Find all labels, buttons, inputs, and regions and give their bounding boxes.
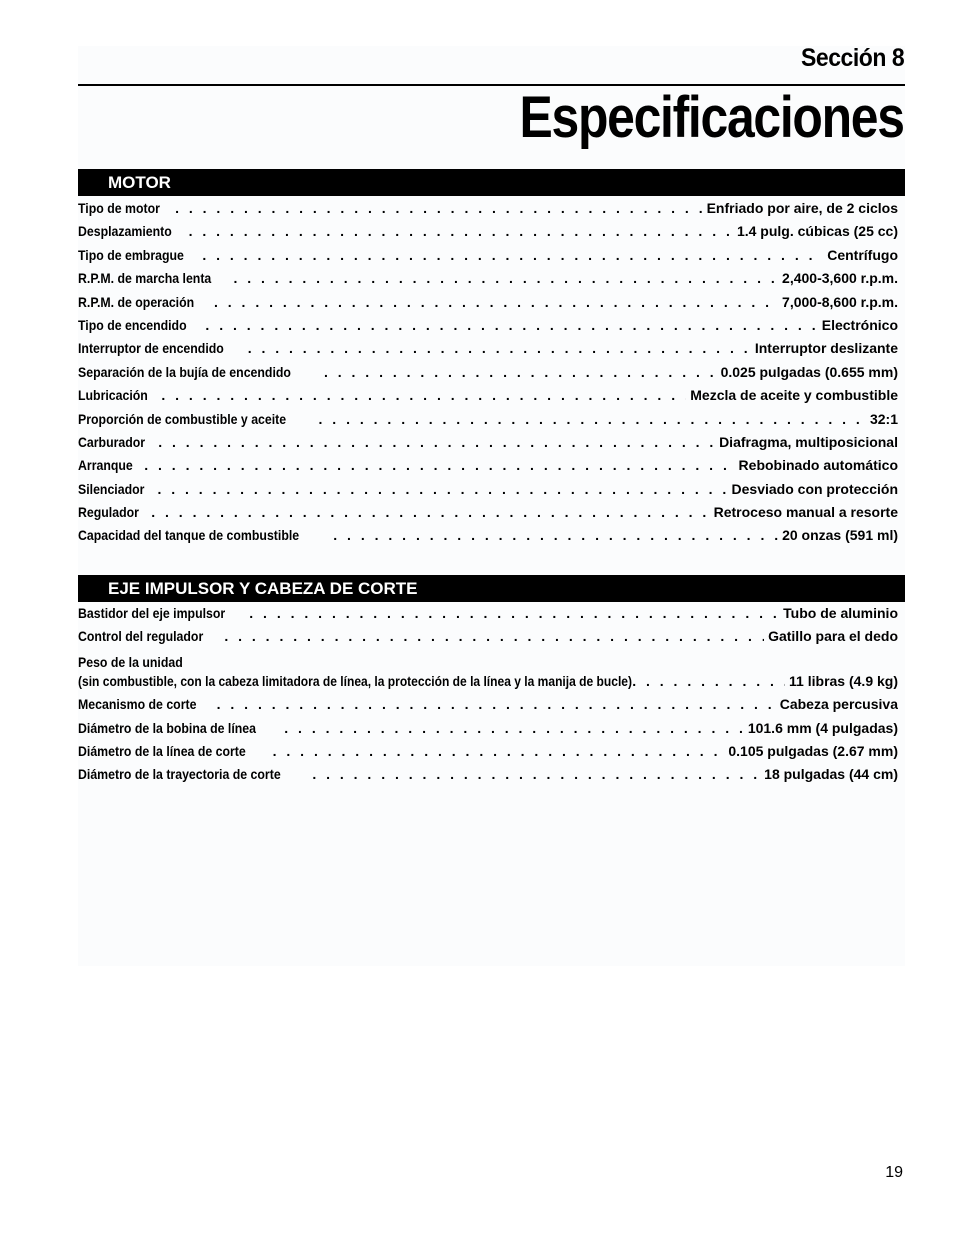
leader-dots: [224, 628, 764, 644]
spec-value: Desviado con protección: [731, 480, 898, 497]
spec-row: [78, 527, 898, 550]
spec-label: Mecanismo de corte: [78, 696, 197, 713]
leader-dots: [273, 743, 725, 759]
spec-row: [78, 247, 898, 270]
spec-value: 32:1: [869, 410, 898, 427]
leader-dots: [189, 223, 733, 239]
leader-dots: [233, 270, 778, 286]
leader-dots: [175, 200, 703, 216]
spec-row: [78, 364, 898, 387]
spec-label: Diámetro de la trayectoria de corte: [78, 766, 281, 783]
spec-label: Arranque: [78, 457, 133, 474]
spec-label: Lubricación: [78, 387, 148, 404]
spec-value: Rebobinado automático: [738, 457, 898, 474]
spec-row: [78, 200, 898, 223]
section-label: Sección 8: [800, 44, 904, 72]
spec-label: Control del regulador: [78, 628, 204, 645]
spec-value: Diafragma, multiposicional: [719, 433, 898, 450]
spec-value: 7,000-8,600 r.p.m.: [782, 293, 898, 310]
spec-row: [78, 504, 898, 527]
leader-dots: [324, 364, 717, 380]
spec-label: R.P.M. de marcha lenta: [78, 270, 212, 287]
spec-row: [78, 481, 898, 504]
spec-value: Centrífugo: [827, 246, 898, 263]
spec-row: [78, 340, 898, 363]
leader-dots: [202, 247, 823, 263]
spec-label: Tipo de encendido: [78, 316, 187, 333]
leader-dots: [157, 481, 727, 497]
page-title: Especificaciones: [519, 85, 904, 150]
spec-value: 2,400-3,600 r.p.m.: [782, 270, 898, 287]
spec-row: [78, 434, 898, 457]
spec-row: [78, 628, 898, 651]
leader-dots: [312, 766, 760, 782]
spec-value: Electrónico: [821, 316, 898, 333]
spec-detail: (sin combustible, con la cabeza limitadora de línea, la protección de la línea y la manija de bucle): [78, 672, 633, 689]
spec-row: [78, 605, 898, 628]
spec-value: Tubo de aluminio: [783, 605, 898, 621]
leader-dots: [284, 720, 744, 736]
spec-label: Proporción de combustible y aceite: [78, 410, 287, 427]
spec-label: R.P.M. de operación: [78, 293, 195, 310]
page-number: 19: [885, 1164, 903, 1181]
section-header-drive-shaft: EJE IMPULSOR Y CABEZA DE CORTE: [78, 575, 905, 602]
spec-row-weight: [78, 652, 898, 696]
spec-label: Desplazamiento: [78, 223, 172, 240]
spec-value: 0.105 pulgadas (2.67 mm): [728, 742, 898, 759]
leader-dots: [632, 673, 785, 689]
spec-list-drive-shaft: [78, 605, 898, 790]
spec-label: Tipo de embrague: [78, 246, 184, 263]
spec-row: [78, 720, 898, 743]
leader-dots: [217, 696, 776, 712]
leader-dots: [319, 411, 866, 427]
spec-label: Bastidor del eje impulsor: [78, 605, 226, 621]
leader-dots: [205, 317, 817, 333]
spec-row: [78, 294, 898, 317]
spec-label: Diámetro de la bobina de línea: [78, 719, 257, 736]
spec-value: Retroceso manual a resorte: [713, 504, 898, 521]
spec-row: [78, 411, 898, 434]
spec-value: Mezcla de aceite y combustible: [690, 387, 898, 404]
leader-dots: [144, 457, 734, 473]
spec-label: Diámetro de la línea de corte: [78, 742, 246, 759]
spec-label: Interruptor de encendido: [78, 340, 224, 357]
leader-dots: [248, 340, 751, 356]
spec-row: [78, 223, 898, 246]
leader-dots: [158, 434, 715, 450]
spec-list-motor: [78, 200, 898, 551]
spec-value: 0.025 pulgadas (0.655 mm): [720, 363, 898, 380]
spec-label: Carburador: [78, 433, 146, 450]
spec-row: [78, 387, 898, 410]
leader-dots: [333, 527, 778, 543]
leader-dots: [151, 504, 709, 520]
leader-dots: [161, 387, 686, 403]
spec-value: 1.4 pulg. cúbicas (25 cc): [736, 223, 898, 240]
spec-label: Capacidad del tanque de combustible: [78, 527, 300, 544]
spec-label: Tipo de motor: [78, 200, 160, 216]
spec-label: Regulador: [78, 504, 139, 521]
spec-row: [78, 317, 898, 340]
spec-value: Enfriado por aire, de 2 ciclos: [706, 200, 898, 216]
spec-row: [78, 270, 898, 293]
spec-value: Cabeza percusiva: [779, 696, 898, 713]
spec-row: [78, 766, 898, 789]
leader-dots: [249, 605, 779, 621]
spec-label: Peso de la unidad: [78, 653, 183, 670]
section-header-motor: MOTOR: [78, 169, 905, 196]
spec-value: 18 pulgadas (44 cm): [764, 766, 898, 783]
spec-value: 20 onzas (591 ml): [782, 527, 898, 544]
spec-label: Separación de la bujía de encendido: [78, 363, 291, 380]
leader-dots: [214, 294, 778, 310]
spec-value: 101.6 mm (4 pulgadas): [747, 719, 898, 736]
spec-row: [78, 457, 898, 480]
spec-row: [78, 696, 898, 719]
spec-label: Silenciador: [78, 480, 145, 497]
spec-row: [78, 673, 898, 696]
spec-value: Interruptor deslizante: [754, 340, 898, 357]
spec-value: 11 libras (4.9 kg): [789, 672, 898, 689]
spec-value: Gatillo para el dedo: [768, 628, 898, 645]
spec-row: [78, 743, 898, 766]
